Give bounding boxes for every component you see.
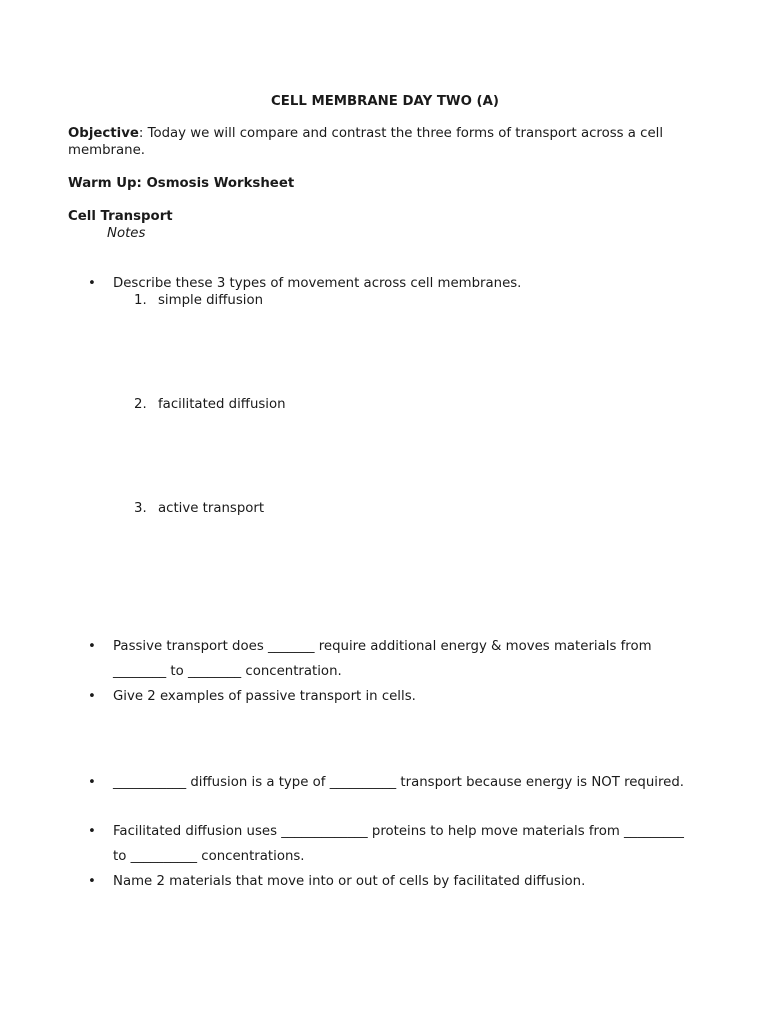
bullet-icon: • xyxy=(88,824,96,839)
item-text: active transport xyxy=(158,501,265,516)
numbered-item xyxy=(134,292,263,309)
list-item xyxy=(88,684,688,709)
bullet-icon: • xyxy=(88,689,96,704)
bullet-icon: • xyxy=(88,639,96,654)
bullet-icon: • xyxy=(88,874,96,889)
item-text: simple diffusion xyxy=(158,293,264,308)
objective-paragraph xyxy=(68,125,708,159)
list-item xyxy=(88,819,688,869)
page-title: CELL MEMBRANE DAY TWO (A) xyxy=(271,94,499,109)
section-title: Cell Transport xyxy=(68,209,173,224)
bullet-icon: • xyxy=(88,775,96,790)
objective-label: Objective xyxy=(68,126,139,141)
list-item-text: ___________ diffusion is a type of __________ transport because energy is NOT required. xyxy=(113,775,685,790)
objective-text: : Today we will compare and contrast the three forms of transport across a cell membrane. xyxy=(68,126,664,158)
numbered-item xyxy=(134,396,286,413)
list-item xyxy=(88,770,688,795)
item-number: 1. xyxy=(134,293,147,308)
warmup-heading: Warm Up: Osmosis Worksheet xyxy=(68,176,295,191)
numbered-item xyxy=(134,500,264,517)
list-item-text: Name 2 materials that move into or out of cells by facilitated diffusion. xyxy=(113,874,586,889)
list-item-text: Describe these 3 types of movement across cell membranes. xyxy=(113,276,522,291)
list-item-text: Passive transport does _______ require additional energy & moves materials from ________ to ________ concentration. xyxy=(113,639,652,679)
list-item-text: Give 2 examples of passive transport in cells. xyxy=(113,689,416,704)
bullet-icon: • xyxy=(88,276,96,291)
section-subtitle: Notes xyxy=(107,226,146,241)
item-text: facilitated diffusion xyxy=(158,397,286,412)
list-item-text: Facilitated diffusion uses _____________ proteins to help move materials from _________ to __________ concentrations. xyxy=(113,824,684,864)
item-number: 3. xyxy=(134,501,147,516)
list-item xyxy=(88,869,688,894)
item-number: 2. xyxy=(134,397,147,412)
list-item xyxy=(88,634,688,684)
